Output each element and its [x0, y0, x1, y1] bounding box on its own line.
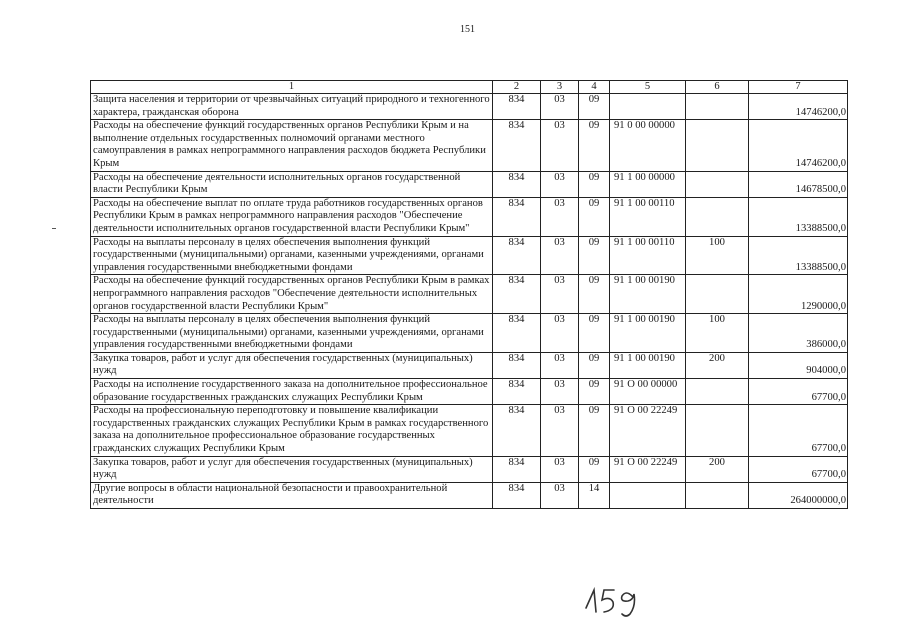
- cell-section: 03: [541, 236, 579, 275]
- header-col-5: 5: [610, 81, 686, 94]
- cell-target-article: 91 1 00 00110: [610, 197, 686, 236]
- table-row: [91, 236, 848, 275]
- cell-target-article: [610, 482, 686, 508]
- cell-subsection: 09: [579, 171, 610, 197]
- cell-expense-type: [686, 482, 749, 508]
- cell-section: 03: [541, 94, 579, 120]
- handwritten-page-number: [580, 580, 650, 620]
- cell-target-article: 91 1 00 00190: [610, 275, 686, 314]
- table-row: [91, 275, 848, 314]
- cell-subsection: 09: [579, 379, 610, 405]
- cell-amount: 14746200,0: [749, 120, 848, 171]
- header-col-3: 3: [541, 81, 579, 94]
- cell-subsection: 09: [579, 405, 610, 456]
- table-row: [91, 171, 848, 197]
- cell-description: Закупка товаров, работ и услуг для обеспечения государственных (муниципальных) нужд: [91, 456, 493, 482]
- table-row: [91, 482, 848, 508]
- page-number: 151: [460, 24, 475, 35]
- cell-amount: 13388500,0: [749, 236, 848, 275]
- cell-expense-type: [686, 379, 749, 405]
- cell-target-article: 91 1 00 00190: [610, 314, 686, 353]
- cell-amount: 67700,0: [749, 405, 848, 456]
- cell-admin-code: 834: [493, 197, 541, 236]
- budget-table: [90, 80, 848, 509]
- table-row: [91, 120, 848, 171]
- cell-subsection: 09: [579, 197, 610, 236]
- cell-section: 03: [541, 379, 579, 405]
- cell-description: Расходы на обеспечение функций государственных органов Республики Крым в рамках непрограммного направления расходов "Обеспечение деятельности исполнительных органов государственной власти Республики Крым": [91, 275, 493, 314]
- cell-expense-type: 200: [686, 352, 749, 378]
- cell-expense-type: [686, 405, 749, 456]
- cell-target-article: 91 1 00 00190: [610, 352, 686, 378]
- cell-subsection: 09: [579, 456, 610, 482]
- table-row: [91, 352, 848, 378]
- cell-section: 03: [541, 405, 579, 456]
- cell-target-article: 91 О 00 00000: [610, 379, 686, 405]
- header-col-4: 4: [579, 81, 610, 94]
- table-header-row: [91, 81, 848, 94]
- cell-amount: 14678500,0: [749, 171, 848, 197]
- cell-description: Расходы на профессиональную переподготовку и повышение квалификации государственных гражданских служащих Республики Крым в рамках государственного заказа на дополнительное профессиональное образование государственных гражданских служащих Республики Крым: [91, 405, 493, 456]
- cell-admin-code: 834: [493, 120, 541, 171]
- cell-description: Расходы на обеспечение функций государственных органов Республики Крым и на выполнение отдельных государственных полномочий органами местного самоуправления в рамках непрограммного направления расходов бюджета Республики Крым: [91, 120, 493, 171]
- cell-admin-code: 834: [493, 482, 541, 508]
- cell-section: 03: [541, 352, 579, 378]
- table-row: [91, 94, 848, 120]
- cell-amount: 386000,0: [749, 314, 848, 353]
- header-col-7: 7: [749, 81, 848, 94]
- header-col-2: 2: [493, 81, 541, 94]
- cell-section: 03: [541, 120, 579, 171]
- cell-section: 03: [541, 197, 579, 236]
- header-col-6: 6: [686, 81, 749, 94]
- cell-admin-code: 834: [493, 275, 541, 314]
- cell-description: Расходы на исполнение государственного заказа на дополнительное профессиональное образование государственных гражданских служащих Республики Крым: [91, 379, 493, 405]
- cell-section: 03: [541, 171, 579, 197]
- cell-expense-type: 200: [686, 456, 749, 482]
- cell-target-article: 91 О 00 22249: [610, 405, 686, 456]
- cell-description: Расходы на обеспечение деятельности исполнительных органов государственной власти Республики Крым: [91, 171, 493, 197]
- cell-admin-code: 834: [493, 94, 541, 120]
- cell-section: 03: [541, 456, 579, 482]
- cell-admin-code: 834: [493, 171, 541, 197]
- cell-target-article: 91 1 00 00000: [610, 171, 686, 197]
- cell-description: Расходы на выплаты персоналу в целях обеспечения выполнения функций государственными (муниципальными) органами, казенными учреждениями, органами управления государственными внебюджетными фондами: [91, 314, 493, 353]
- cell-amount: 13388500,0: [749, 197, 848, 236]
- cell-expense-type: [686, 197, 749, 236]
- table-row: [91, 197, 848, 236]
- cell-amount: 14746200,0: [749, 94, 848, 120]
- cell-subsection: 09: [579, 120, 610, 171]
- cell-expense-type: [686, 94, 749, 120]
- cell-subsection: 09: [579, 236, 610, 275]
- table-row: [91, 456, 848, 482]
- cell-subsection: 14: [579, 482, 610, 508]
- cell-target-article: [610, 94, 686, 120]
- margin-mark: [52, 228, 56, 229]
- cell-expense-type: [686, 120, 749, 171]
- cell-expense-type: 100: [686, 314, 749, 353]
- table-row: [91, 314, 848, 353]
- cell-description: Расходы на выплаты персоналу в целях обеспечения выполнения функций государственными (муниципальными) органами, казенными учреждениями, органами управления государственными внебюджетными фондами: [91, 236, 493, 275]
- cell-target-article: 91 О 00 22249: [610, 456, 686, 482]
- cell-amount: 67700,0: [749, 379, 848, 405]
- cell-admin-code: 834: [493, 352, 541, 378]
- cell-subsection: 09: [579, 94, 610, 120]
- cell-subsection: 09: [579, 275, 610, 314]
- cell-admin-code: 834: [493, 314, 541, 353]
- cell-description: Расходы на обеспечение выплат по оплате труда работников государственных органов Республики Крым в рамках непрограммного направления расходов "Обеспечение деятельности исполнительных органов государственной власти Республики Крым": [91, 197, 493, 236]
- cell-admin-code: 834: [493, 405, 541, 456]
- table-row: [91, 379, 848, 405]
- header-col-1: 1: [91, 81, 493, 94]
- cell-section: 03: [541, 482, 579, 508]
- cell-amount: 264000000,0: [749, 482, 848, 508]
- cell-amount: 904000,0: [749, 352, 848, 378]
- cell-admin-code: 834: [493, 456, 541, 482]
- cell-section: 03: [541, 275, 579, 314]
- cell-description: Защита населения и территории от чрезвычайных ситуаций природного и техногенного характера, гражданская оборона: [91, 94, 493, 120]
- table-body: [91, 94, 848, 509]
- cell-admin-code: 834: [493, 236, 541, 275]
- cell-admin-code: 834: [493, 379, 541, 405]
- cell-target-article: 91 1 00 00110: [610, 236, 686, 275]
- cell-section: 03: [541, 314, 579, 353]
- cell-amount: 1290000,0: [749, 275, 848, 314]
- cell-description: Другие вопросы в области национальной безопасности и правоохранительной деятельности: [91, 482, 493, 508]
- cell-amount: 67700,0: [749, 456, 848, 482]
- table-row: [91, 405, 848, 456]
- cell-expense-type: 100: [686, 236, 749, 275]
- cell-subsection: 09: [579, 352, 610, 378]
- cell-target-article: 91 0 00 00000: [610, 120, 686, 171]
- cell-expense-type: [686, 275, 749, 314]
- cell-description: Закупка товаров, работ и услуг для обеспечения государственных (муниципальных) нужд: [91, 352, 493, 378]
- cell-subsection: 09: [579, 314, 610, 353]
- cell-expense-type: [686, 171, 749, 197]
